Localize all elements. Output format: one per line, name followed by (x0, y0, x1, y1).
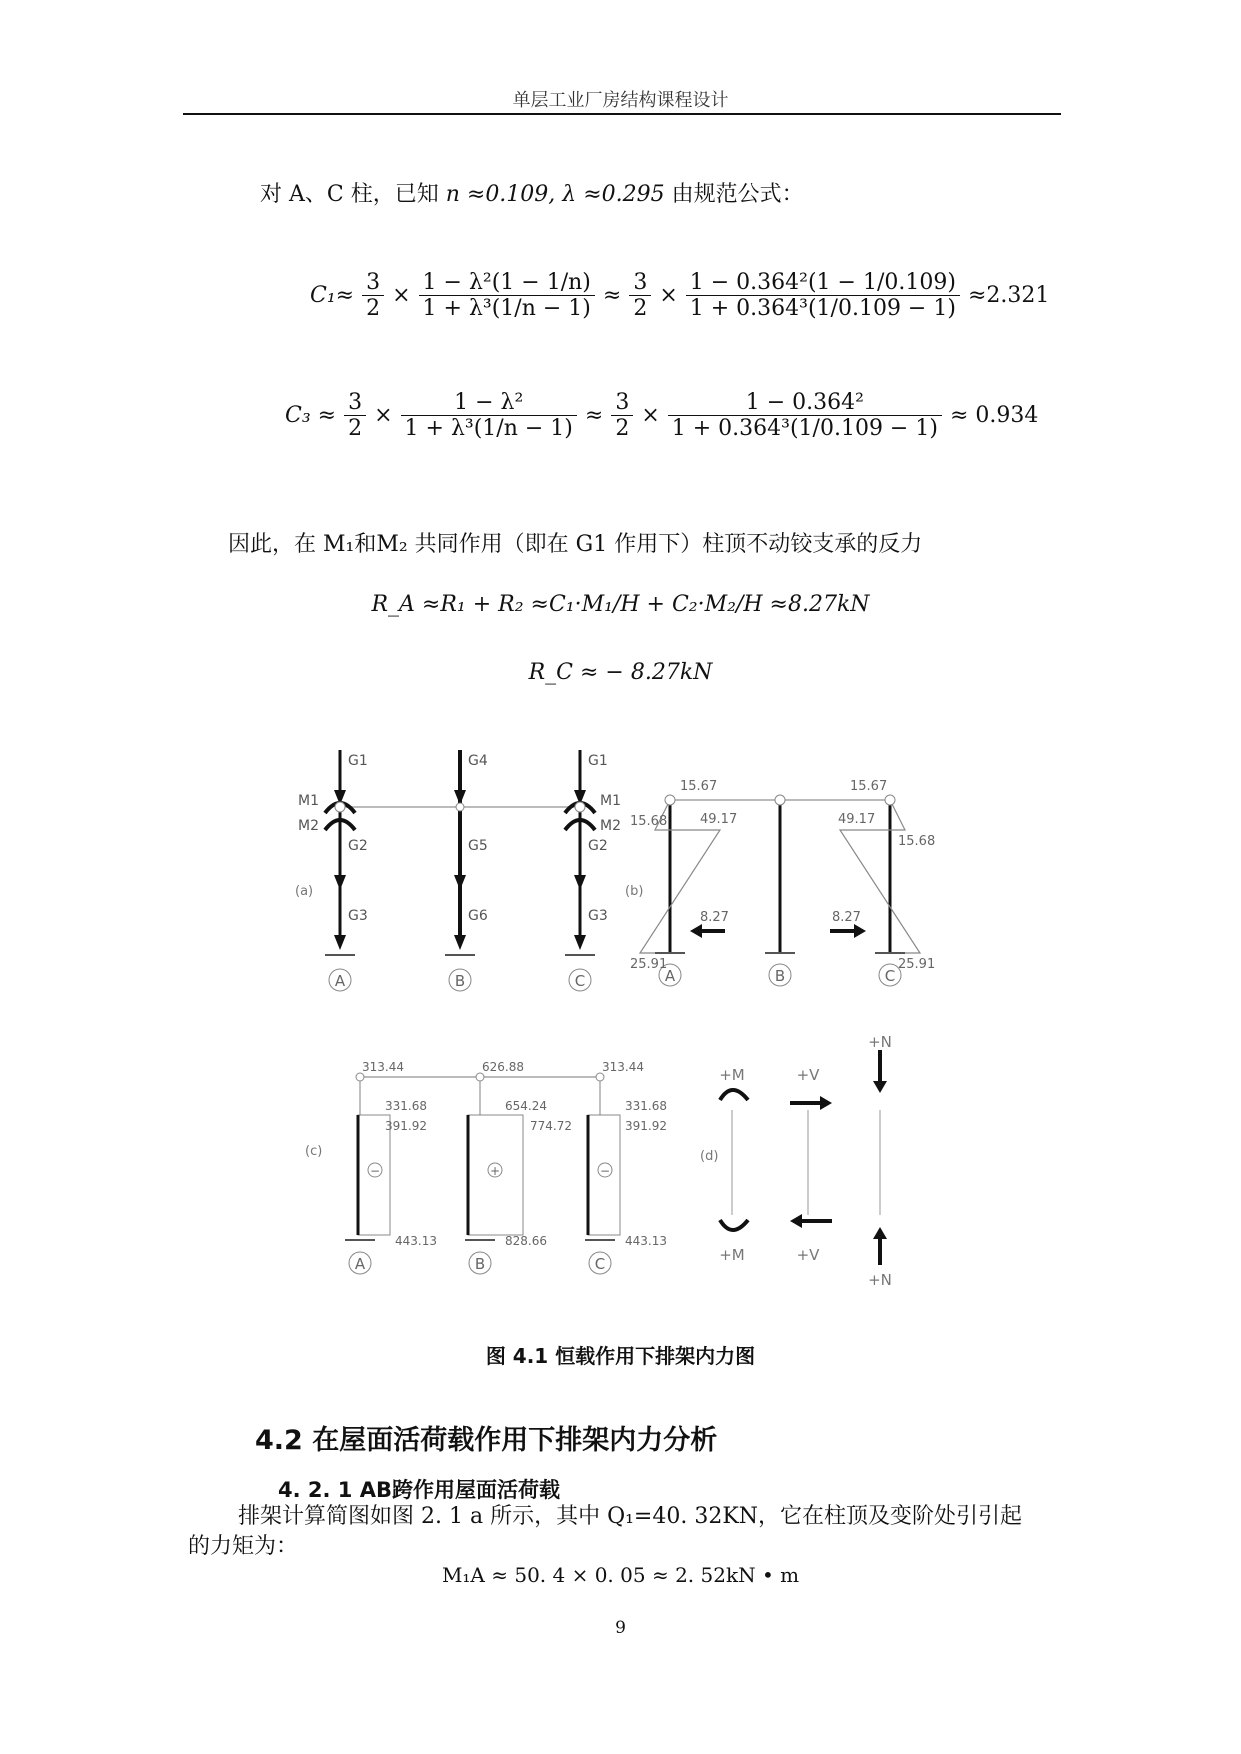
axial-arrow-icon (873, 1227, 887, 1239)
running-header: 单层工业厂房结构课程设计 (512, 90, 729, 111)
convention-label: +M (719, 1246, 745, 1264)
c3-coef-2: $\frac{3}{2}$ (611, 390, 633, 441)
sign-label: + (489, 1164, 501, 1178)
diagram-tag: (d) (700, 1149, 719, 1164)
load-label: G2 (588, 838, 608, 854)
value-label: 15.67 (850, 779, 888, 794)
support-b-label: B (454, 972, 466, 990)
c1-coef-2: $\frac{3}{2}$ (629, 270, 651, 321)
c1-result: ≈2.321 (967, 283, 1050, 308)
axial-arrow-icon (873, 1081, 887, 1093)
diagram-c (305, 1060, 667, 1274)
load-label: G4 (468, 753, 488, 769)
sign-label: − (369, 1164, 381, 1178)
value-label: 828.66 (505, 1234, 547, 1248)
support-label: B (774, 967, 786, 985)
body-line-2: 的力矩为： (188, 1534, 299, 1559)
value-label: 49.17 (838, 812, 876, 827)
moment-label: M2 (600, 818, 621, 834)
value-label: 25.91 (898, 957, 936, 972)
c3-numeric-fraction: $\frac{\text{1 − 0.364²}}{\text{1 + 0.364³(1/0.109 − 1)}}$ (668, 390, 942, 441)
body-line-1: 排架计算简图如图 2. 1 a 所示，其中 Q₁=40. 32KN，它在柱顶及变阶处引引起 (238, 1504, 1023, 1529)
c1-numeric-fraction: $\frac{\text{1 − 0.364²(1 − 1/0.109)}}{\text{1 + 0.364³(1/0.109 − 1)}}$ (686, 270, 960, 321)
value-label: 331.68 (385, 1099, 427, 1113)
diagram-tag: (c) (305, 1144, 323, 1159)
formula-m1a: M₁A ≈ 50. 4 × 0. 05 ≈ 2. 52kN • m (441, 1563, 800, 1587)
figure-4-1-cd (300, 1035, 940, 1295)
c1-coef: $\frac{3}{2}$ (362, 270, 384, 321)
diagram-tag: (a) (295, 884, 314, 899)
formula-c1: C₁≈ $\frac{3}{2}$ × $\frac{\text{1 − λ²(1 − 1/n)}}{\text{1 + λ³(1/n − 1)}}$ ≈ $\frac{3}{2}$ × $\frac{\text{1 − 0.364²(1 − 1/0.109)}}{\text{1 + 0.364³(1/0.109 − 1)}}$ ≈2.321 (310, 270, 1050, 321)
load-label: G5 (468, 838, 488, 854)
diagram-a (295, 750, 621, 991)
support-c-label: C (574, 972, 586, 990)
value-label: 774.72 (530, 1119, 572, 1133)
c3-coef: $\frac{3}{2}$ (344, 390, 366, 441)
support-label: B (474, 1255, 486, 1273)
support-label: A (664, 967, 676, 985)
value-label: 8.27 (700, 910, 729, 925)
value-label: 443.13 (395, 1234, 437, 1248)
intro-params: n ≈0.109, λ ≈0.295 (445, 182, 665, 207)
intro-tail: 由规范公式： (671, 182, 804, 207)
intro-text: 对 A、C 柱，已知 (260, 182, 439, 207)
support-a-label: A (334, 972, 346, 990)
convention-label: +V (796, 1246, 820, 1264)
diagram-tag: (b) (625, 884, 644, 899)
convention-label: +V (796, 1066, 820, 1084)
c3-symbolic-fraction: $\frac{\text{1 − λ²}}{\text{1 + λ³(1/n − 1)}}$ (401, 390, 577, 441)
value-label: 626.88 (482, 1060, 524, 1074)
moment-label: M1 (298, 793, 319, 809)
figure-caption: 图 4.1 恒载作用下排架内力图 (485, 1344, 756, 1368)
load-label: G3 (588, 908, 608, 924)
value-label: 25.91 (630, 957, 668, 972)
page-number: 9 (615, 1618, 626, 1638)
convention-label: +M (719, 1066, 745, 1084)
value-label: 15.68 (630, 814, 668, 829)
c1-lhs: C₁≈ (310, 283, 355, 308)
support-label: C (884, 967, 896, 985)
convention-label: +N (868, 1271, 892, 1289)
value-label: 391.92 (625, 1119, 667, 1133)
convention-label: +N (868, 1035, 892, 1051)
reaction-text: 因此，在 M₁和M₂ 共同作用（即在 G1 作用下）柱顶不动铰支承的反力 (228, 532, 923, 557)
c3-lhs: C₃ ≈ (285, 403, 337, 428)
value-label: 313.44 (602, 1060, 644, 1074)
support-label: A (354, 1255, 366, 1273)
value-label: 313.44 (362, 1060, 404, 1074)
moment-label: M1 (600, 793, 621, 809)
formula-rc: R_C ≈ − 8.27kN (528, 660, 713, 685)
sign-label: − (599, 1164, 611, 1178)
formula-c3: C₃ ≈ $\frac{3}{2}$ × $\frac{\text{1 − λ²}}{\text{1 + λ³(1/n − 1)}}$ ≈ $\frac{3}{2}$ × $\frac{\text{1 − 0.364²}}{\text{1 + 0.364³(1/0.109 − 1)}}$ ≈ 0.934 (285, 390, 1039, 441)
moment-label: M2 (298, 818, 319, 834)
value-label: 15.68 (898, 834, 936, 849)
figure-4-1-ab (280, 735, 1000, 1010)
c1-symbolic-fraction: $\frac{\text{1 − λ²(1 − 1/n)}}{\text{1 + λ³(1/n − 1)}}$ (419, 270, 595, 321)
value-label: 15.67 (680, 779, 718, 794)
section-heading-4-2-1: 4. 2. 1 AB跨作用屋面活荷载 (278, 1478, 560, 1502)
value-label: 391.92 (385, 1119, 427, 1133)
value-label: 443.13 (625, 1234, 667, 1248)
shear-arrow-icon (820, 1096, 832, 1110)
load-label: G2 (348, 838, 368, 854)
load-label: G1 (588, 753, 608, 769)
value-label: 654.24 (505, 1099, 547, 1113)
header-rule (183, 113, 1061, 115)
value-label: 49.17 (700, 812, 738, 827)
load-label: G6 (468, 908, 488, 924)
diagram-b (625, 779, 935, 986)
formula-ra: R_A ≈R₁ + R₂ ≈C₁·M₁/H + C₂·M₂/H ≈8.27kN (371, 592, 870, 617)
intro-paragraph (260, 180, 804, 210)
moment-positive-icon (720, 1220, 748, 1230)
value-label: 8.27 (832, 910, 861, 925)
section-heading-4-2: 4.2 在屋面活荷载作用下排架内力分析 (255, 1425, 718, 1456)
value-label: 331.68 (625, 1099, 667, 1113)
moment-positive-icon (720, 1090, 748, 1100)
c3-result: ≈ 0.934 (949, 403, 1039, 428)
shear-arrow-icon (790, 1214, 802, 1228)
diagram-d (700, 1035, 892, 1289)
support-label: C (594, 1255, 606, 1273)
load-label: G3 (348, 908, 368, 924)
load-label: G1 (348, 753, 368, 769)
